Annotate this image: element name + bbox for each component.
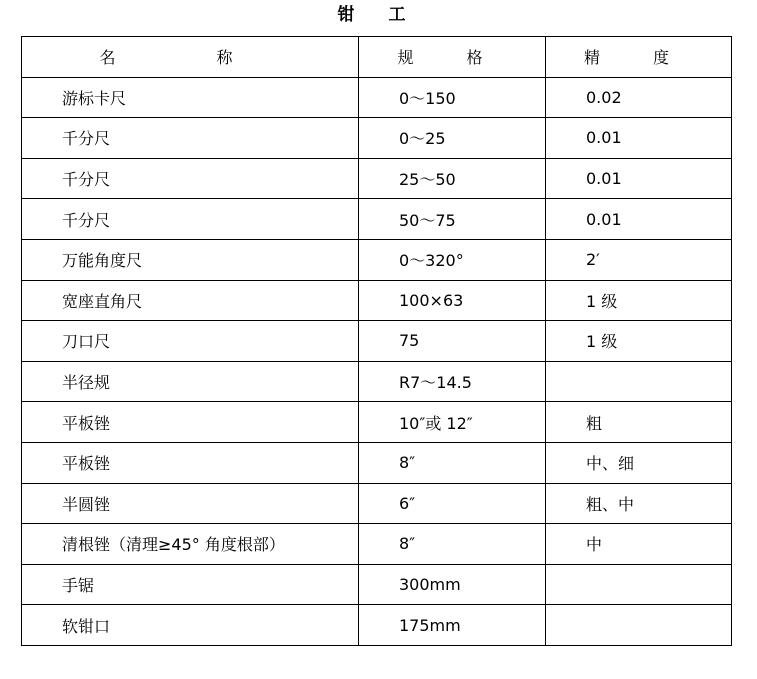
cell-precision [546, 564, 732, 605]
cell-name: 千分尺 [22, 158, 359, 199]
cell-precision [546, 605, 732, 646]
header-name: 名 称 [22, 37, 359, 78]
cell-name: 游标卡尺 [22, 77, 359, 118]
cell-spec: 100×63 [359, 280, 546, 321]
header-spec: 规 格 [359, 37, 546, 78]
cell-precision: 0.01 [546, 199, 732, 240]
table-row [22, 605, 732, 646]
table-row [22, 321, 732, 362]
cell-spec: R7～14.5 [359, 361, 546, 402]
cell-precision: 0.02 [546, 77, 732, 118]
cell-spec: 175mm [359, 605, 546, 646]
table-row [22, 483, 732, 524]
cell-spec: 10″或 12″ [359, 402, 546, 443]
table-row [22, 158, 732, 199]
cell-spec: 300mm [359, 564, 546, 605]
cell-name: 宽座直角尺 [22, 280, 359, 321]
cell-name: 千分尺 [22, 118, 359, 159]
cell-name: 平板锉 [22, 402, 359, 443]
cell-precision: 0.01 [546, 158, 732, 199]
cell-precision: 粗 [546, 402, 732, 443]
table-header-row [22, 37, 732, 78]
table-row [22, 199, 732, 240]
cell-precision: 0.01 [546, 118, 732, 159]
cell-precision: 2′ [546, 239, 732, 280]
cell-spec: 75 [359, 321, 546, 362]
cell-spec: 0～320° [359, 239, 546, 280]
table-row [22, 564, 732, 605]
cell-spec: 6″ [359, 483, 546, 524]
table-row [22, 524, 732, 565]
cell-name: 清根锉（清理≥45° 角度根部） [22, 524, 359, 565]
table-row [22, 77, 732, 118]
cell-name: 半圆锉 [22, 483, 359, 524]
cell-name: 千分尺 [22, 199, 359, 240]
header-precision: 精 度 [546, 37, 732, 78]
cell-precision: 1 级 [546, 321, 732, 362]
cell-precision: 粗、中 [546, 483, 732, 524]
table-row [22, 118, 732, 159]
cell-precision [546, 361, 732, 402]
cell-precision: 1 级 [546, 280, 732, 321]
cell-precision: 中 [546, 524, 732, 565]
cell-spec: 0～150 [359, 77, 546, 118]
table-row [22, 442, 732, 483]
cell-name: 手锯 [22, 564, 359, 605]
tools-table [21, 36, 732, 646]
cell-name: 万能角度尺 [22, 239, 359, 280]
page-title: 钳 工 [337, 5, 420, 25]
cell-spec: 50～75 [359, 199, 546, 240]
table-row [22, 239, 732, 280]
cell-spec: 25～50 [359, 158, 546, 199]
cell-precision: 中、细 [546, 442, 732, 483]
table-row [22, 361, 732, 402]
cell-spec: 0～25 [359, 118, 546, 159]
cell-name: 软钳口 [22, 605, 359, 646]
table-row [22, 280, 732, 321]
cell-name: 半径规 [22, 361, 359, 402]
cell-name: 平板锉 [22, 442, 359, 483]
cell-spec: 8″ [359, 442, 546, 483]
cell-name: 刀口尺 [22, 321, 359, 362]
table-row [22, 402, 732, 443]
cell-spec: 8″ [359, 524, 546, 565]
